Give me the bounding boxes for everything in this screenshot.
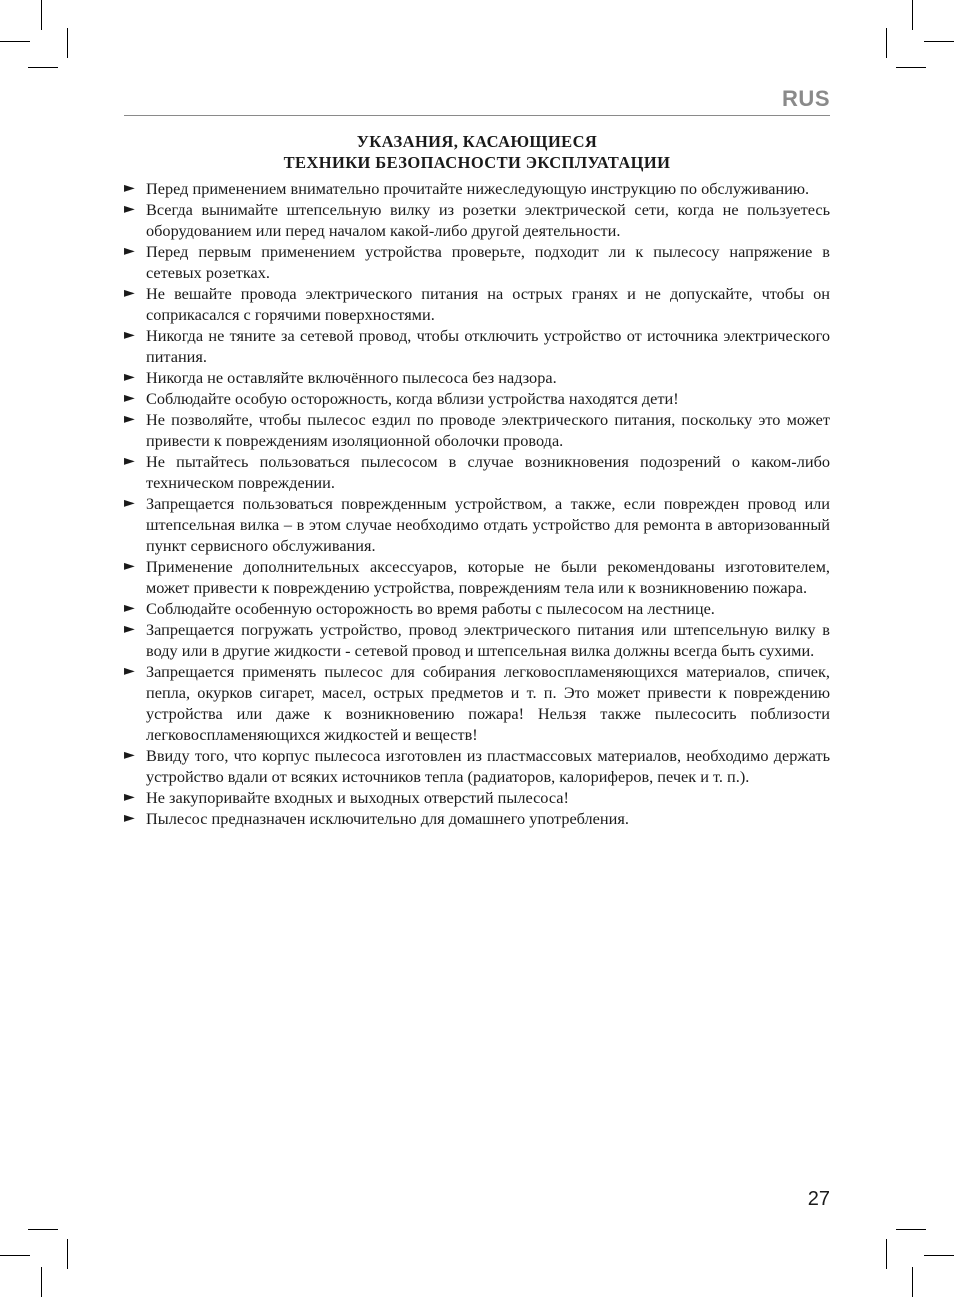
bullet-arrow-icon: ►	[124, 810, 135, 826]
crop-mark	[924, 41, 954, 42]
bullet-arrow-icon: ►	[124, 180, 135, 196]
list-item	[124, 283, 830, 325]
bullet-arrow-icon: ►	[124, 747, 135, 763]
bullet-arrow-icon: ►	[124, 285, 135, 301]
list-item-text: Соблюдайте особенную осторожность во время работы с пылесосом на лестнице.	[146, 599, 715, 618]
section-title-line-1: УКАЗАНИЯ, КАСАЮЩИЕСЯ	[356, 132, 598, 151]
bullet-arrow-icon: ►	[124, 201, 135, 217]
list-item-text: Перед применением внимательно прочитайте нижеследующую инструкцию по обслуживанию.	[146, 179, 810, 198]
list-item-text: Запрещается применять пылесос для собирания легковоспламеняющихся материалов, спичек, пепла, окурков сигарет, масел, острых предметов и т. п. Это может привести к повреждению устройства или даже к возникновению пожара! Нельзя также пылесосить поблизости легковоспламеняющихся жидкостей и веществ!	[146, 662, 830, 744]
crop-mark	[67, 28, 68, 58]
list-item	[124, 367, 830, 388]
bullet-arrow-icon: ►	[124, 243, 135, 259]
bullet-arrow-icon: ►	[124, 390, 135, 406]
crop-mark	[886, 1239, 887, 1269]
crop-mark	[67, 1239, 68, 1269]
crop-mark	[28, 1229, 58, 1230]
list-item	[124, 598, 830, 619]
crop-mark	[896, 1229, 926, 1230]
list-item-text: Применение дополнительных аксессуаров, которые не были рекомендованы изготовителем, может привести к повреждению устройства, повреждениям тела или к возникновению пожара.	[146, 557, 830, 597]
list-item	[124, 745, 830, 787]
list-item-text: Соблюдайте особую осторожность, когда вблизи устройства находятся дети!	[146, 389, 679, 408]
section-title	[124, 131, 830, 173]
list-item	[124, 787, 830, 808]
bullet-arrow-icon: ►	[124, 663, 135, 679]
crop-mark	[41, 1267, 42, 1297]
crop-mark	[924, 1255, 954, 1256]
crop-mark	[896, 67, 926, 68]
list-item	[124, 241, 830, 283]
bullet-arrow-icon: ►	[124, 600, 135, 616]
list-item	[124, 178, 830, 199]
list-item-text: Не закупоривайте входных и выходных отверстий пылесоса!	[146, 788, 569, 807]
bullet-arrow-icon: ►	[124, 558, 135, 574]
safety-instructions-list	[124, 178, 830, 829]
list-item-text: Не пытайтесь пользоваться пылесосом в случае возникновения подозрений о каком-либо техническом повреждении.	[146, 452, 830, 492]
bullet-arrow-icon: ►	[124, 621, 135, 637]
bullet-arrow-icon: ►	[124, 453, 135, 469]
list-item	[124, 556, 830, 598]
bullet-arrow-icon: ►	[124, 495, 135, 511]
list-item-text: Не позволяйте, чтобы пылесос ездил по проводе электрического питания, поскольку это может привести к повреждениям изоляционной оболочки провода.	[146, 410, 830, 450]
bullet-arrow-icon: ►	[124, 411, 135, 427]
list-item-text: Никогда не тяните за сетевой провод, чтобы отключить устройство от источника электрического питания.	[146, 326, 830, 366]
bullet-arrow-icon: ►	[124, 789, 135, 805]
list-item	[124, 808, 830, 829]
list-item-text: Никогда не оставляйте включённого пылесоса без надзора.	[146, 368, 557, 387]
crop-mark	[0, 41, 30, 42]
list-item	[124, 199, 830, 241]
list-item-text: Всегда вынимайте штепсельную вилку из розетки электрической сети, когда не пользуетесь оборудованием или перед началом какой-либо другой деятельности.	[146, 200, 830, 240]
list-item-text: Запрещается погружать устройство, провод электрического питания или штепсельную вилку в воду или в другие жидкости - сетевой провод и штепсельная вилка должны всегда быть сухими.	[146, 620, 830, 660]
crop-mark	[28, 67, 58, 68]
bullet-arrow-icon: ►	[124, 369, 135, 385]
crop-mark	[886, 28, 887, 58]
section-title-line-2: ТЕХНИКИ БЕЗОПАСНОСТИ ЭКСПЛУАТАЦИИ	[283, 153, 671, 172]
crop-mark	[41, 0, 42, 30]
list-item	[124, 661, 830, 745]
list-item-text: Не вешайте провода электрического питания на острых гранях и не допускайте, чтобы он соприкасался с горячими поверхностями.	[146, 284, 830, 324]
list-item	[124, 493, 830, 556]
list-item-text: Пылесос предназначен исключительно для домашнего употребления.	[146, 809, 629, 828]
crop-mark	[0, 1255, 30, 1256]
list-item	[124, 388, 830, 409]
crop-mark	[912, 0, 913, 30]
list-item	[124, 451, 830, 493]
list-item-text: Запрещается пользоваться поврежденным устройством, а также, если поврежден провод или штепсельная вилка – в этом случае необходимо отдать устройство для ремонта в авторизованный пункт сервисного обслуживания.	[146, 494, 830, 555]
crop-mark	[912, 1267, 913, 1297]
list-item-text: Ввиду того, что корпус пылесоса изготовлен из пластмассовых материалов, необходимо держать устройство вдали от всяких источников тепла (радиаторов, калориферов, печек и т. п.).	[146, 746, 830, 786]
list-item	[124, 619, 830, 661]
page-number: 27	[807, 1188, 830, 1210]
header-divider	[124, 115, 830, 116]
bullet-arrow-icon: ►	[124, 327, 135, 343]
list-item-text: Перед первым применением устройства проверьте, подходит ли к пылесосу напряжение в сетевых розетках.	[146, 242, 830, 282]
list-item	[124, 409, 830, 451]
language-label: RUS	[782, 86, 830, 111]
list-item	[124, 325, 830, 367]
